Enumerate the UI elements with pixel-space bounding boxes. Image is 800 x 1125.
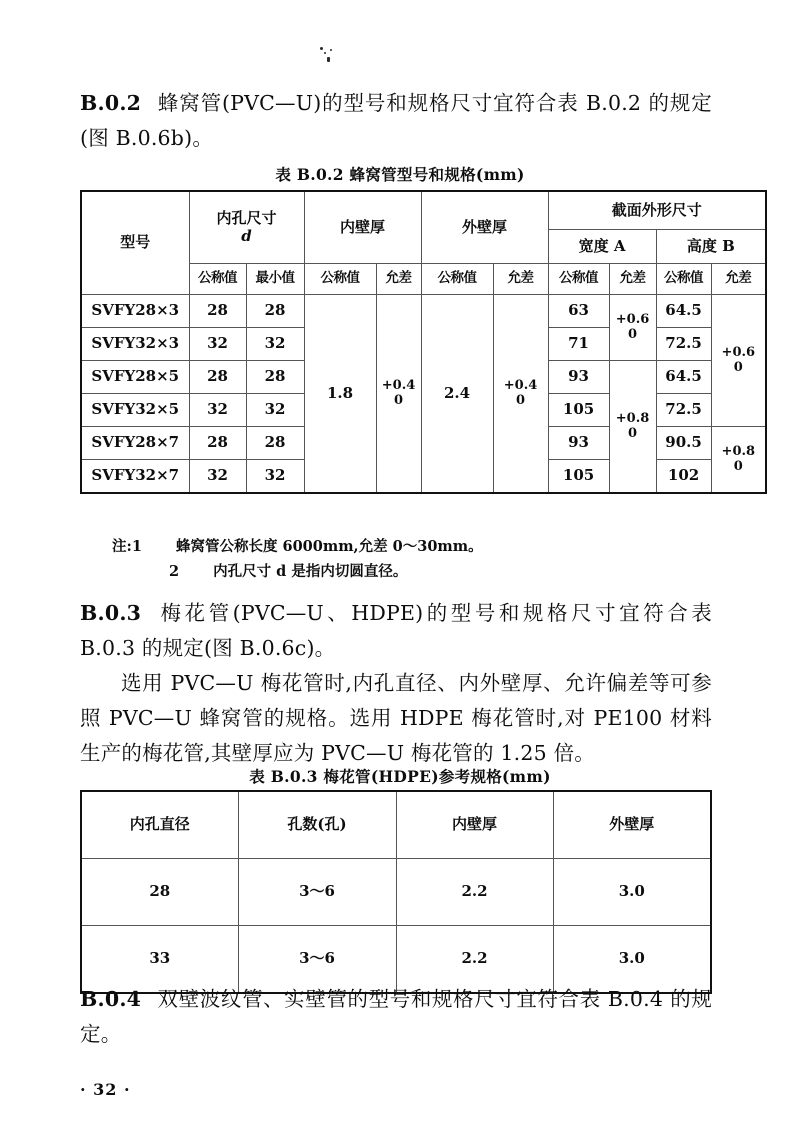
- th-heightb-tolerance: 允差: [711, 264, 766, 295]
- cell-width-nominal: 105: [548, 460, 609, 494]
- cell-hole-nominal: 28: [189, 295, 246, 328]
- section-b03-number: B.0.3: [80, 601, 142, 625]
- cell-inner-wall: 2.2: [396, 859, 553, 926]
- th-model: 型号: [81, 191, 189, 295]
- note-line-2: [112, 559, 483, 584]
- cell-outerwall-tolerance: [493, 295, 548, 494]
- cell-hole-nominal: 32: [189, 394, 246, 427]
- th-hole-size-label: 内孔尺寸: [216, 209, 277, 228]
- th-outerwall-tolerance: 允差: [493, 264, 548, 295]
- cell-height-nominal: 72.5: [656, 328, 711, 361]
- cell-hole-min: 32: [246, 394, 304, 427]
- th-widtha-tolerance: 允差: [609, 264, 656, 295]
- table-b03-header-row: [81, 791, 711, 859]
- scan-speck: [320, 47, 323, 50]
- section-b04-text: 双壁波纹管、实壁管的型号和规格尺寸宜符合表 B.0.4 的规定。: [80, 987, 712, 1046]
- table-row: [81, 859, 711, 926]
- cell-width-nominal: 63: [548, 295, 609, 328]
- th-hole-count: 孔数(孔): [238, 791, 396, 859]
- width-tol1-upper: +0.6: [615, 311, 650, 327]
- cell-hole-nominal: 32: [189, 328, 246, 361]
- cell-hole-min: 32: [246, 460, 304, 494]
- note-line-1: [112, 534, 483, 559]
- cell-outerwall-nominal: 2.4: [421, 295, 493, 494]
- table-b02-header-row-1: [81, 191, 766, 230]
- th-innerwall-nominal: 公称值: [304, 264, 376, 295]
- cell-model: SVFY28×3: [81, 295, 189, 328]
- cell-width-nominal: 93: [548, 361, 609, 394]
- th-widtha-nominal: 公称值: [548, 264, 609, 295]
- cell-width-tolerance-2: [609, 361, 656, 494]
- table-b03: [80, 790, 712, 994]
- cell-height-nominal: 102: [656, 460, 711, 494]
- section-b03-body: 选用 PVC—U 梅花管时,内孔直径、内外壁厚、允许偏差等可参照 PVC—U 蜂窝管的规格。选用 HDPE 梅花管时,对 PE100 材料生产的梅花管,其壁厚应为 PVC—U 梅花管的 1.25 倍。: [80, 671, 712, 765]
- section-b04-number: B.0.4: [80, 987, 142, 1011]
- innerwall-tol-lower: 0: [394, 392, 404, 408]
- th-hole-size-symbol: d: [241, 226, 252, 245]
- cell-outer-wall: 3.0: [553, 926, 711, 994]
- cell-hole-nominal: 28: [189, 361, 246, 394]
- section-b02-text: 蜂窝管(PVC—U)的型号和规格尺寸宜符合表 B.0.2 的规定(图 B.0.6b)。: [80, 91, 712, 150]
- table-b02-notes: [112, 534, 483, 584]
- th-heightb-nominal: 公称值: [656, 264, 711, 295]
- height-tol1-upper: +0.6: [721, 344, 756, 360]
- cell-hole-diameter: 28: [81, 859, 238, 926]
- note-1-number: 1: [131, 538, 142, 555]
- table-b02-caption: 表 B.0.2 蜂窝管型号和规格(mm): [275, 165, 525, 184]
- th-outerwall-nominal: 公称值: [421, 264, 493, 295]
- cell-height-nominal: 64.5: [656, 295, 711, 328]
- cell-hole-count: 3～6: [238, 859, 396, 926]
- cell-model: SVFY28×5: [81, 361, 189, 394]
- notes-label: 注:: [112, 538, 132, 555]
- th-hole-nominal: 公称值: [189, 264, 246, 295]
- cell-inner-wall: 2.2: [396, 926, 553, 994]
- cell-hole-count: 3～6: [238, 926, 396, 994]
- outerwall-tol-upper: +0.4: [503, 377, 538, 393]
- th-inner-wall: 内壁厚: [396, 791, 553, 859]
- cell-width-nominal: 105: [548, 394, 609, 427]
- width-tol1-lower: 0: [628, 326, 638, 342]
- cell-height-nominal: 64.5: [656, 361, 711, 394]
- th-height-b: 高度 B: [656, 230, 766, 264]
- width-tol2-lower: 0: [628, 425, 638, 441]
- th-width-a: 宽度 A: [548, 230, 656, 264]
- cell-model: SVFY32×7: [81, 460, 189, 494]
- th-innerwall-tolerance: 允差: [376, 264, 421, 295]
- cell-outer-wall: 3.0: [553, 859, 711, 926]
- section-b03-paragraph: [80, 596, 712, 666]
- height-tol1-lower: 0: [733, 359, 743, 375]
- cell-innerwall-tolerance: [376, 295, 421, 494]
- cell-hole-min: 28: [246, 427, 304, 460]
- scan-speck: [330, 49, 332, 51]
- cell-hole-min: 28: [246, 361, 304, 394]
- cell-width-nominal: 71: [548, 328, 609, 361]
- height-tol2-upper: +0.8: [721, 443, 756, 459]
- scan-speck: [327, 57, 330, 62]
- th-hole-size: [189, 191, 304, 264]
- cell-hole-min: 32: [246, 328, 304, 361]
- cell-height-tolerance-2: [711, 427, 766, 494]
- cell-height-tolerance-1: [711, 295, 766, 427]
- cell-hole-nominal: 28: [189, 427, 246, 460]
- table-b03-caption: 表 B.0.3 梅花管(HDPE)参考规格(mm): [249, 767, 551, 786]
- cell-model: SVFY32×5: [81, 394, 189, 427]
- scan-speck: [324, 52, 326, 54]
- page-number: · 32 ·: [80, 1080, 131, 1099]
- cell-height-nominal: 72.5: [656, 394, 711, 427]
- height-tol2-lower: 0: [733, 458, 743, 474]
- cell-width-tolerance-1: [609, 295, 656, 361]
- th-inner-wall: 内壁厚: [304, 191, 421, 264]
- cell-hole-nominal: 32: [189, 460, 246, 494]
- cell-hole-diameter: 33: [81, 926, 238, 994]
- cell-model: SVFY28×7: [81, 427, 189, 460]
- section-b03-text: 梅花管(PVC—U、HDPE)的型号和规格尺寸宜符合表 B.0.3 的规定(图 B.0.6c)。: [80, 601, 712, 660]
- table-b02: [80, 190, 767, 494]
- cell-width-nominal: 93: [548, 427, 609, 460]
- cell-model: SVFY32×3: [81, 328, 189, 361]
- section-b02-paragraph: [80, 86, 712, 156]
- note-2-text: 内孔尺寸 d 是指内切圆直径。: [213, 563, 408, 580]
- cell-height-nominal: 90.5: [656, 427, 711, 460]
- th-hole-diameter: 内孔直径: [81, 791, 238, 859]
- table-row: [81, 295, 766, 328]
- cell-innerwall-nominal: 1.8: [304, 295, 376, 494]
- width-tol2-upper: +0.8: [615, 410, 650, 426]
- note-2-number: 2: [169, 563, 180, 580]
- th-section-outline: 截面外形尺寸: [548, 191, 766, 230]
- note-1-text: 蜂窝管公称长度 6000mm,允差 0～30mm。: [175, 538, 483, 555]
- innerwall-tol-upper: +0.4: [381, 377, 416, 393]
- section-b04-paragraph: [80, 982, 712, 1052]
- th-outer-wall: 外壁厚: [553, 791, 711, 859]
- th-outer-wall: 外壁厚: [421, 191, 548, 264]
- th-hole-minimum: 最小值: [246, 264, 304, 295]
- cell-hole-min: 28: [246, 295, 304, 328]
- outerwall-tol-lower: 0: [516, 392, 526, 408]
- section-b02-number: B.0.2: [80, 91, 142, 115]
